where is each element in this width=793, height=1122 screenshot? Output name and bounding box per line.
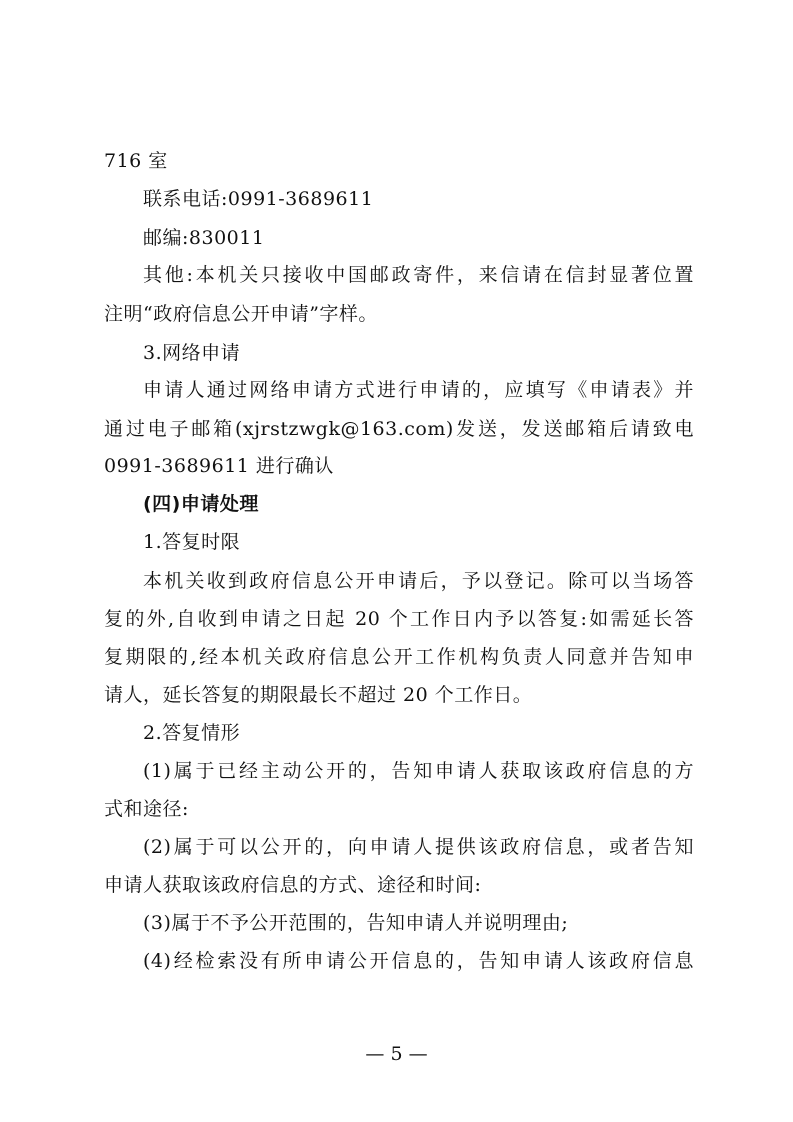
- text-line: 式和途径:: [104, 798, 189, 820]
- text-line: (3)属于不予公开范围的，告知申请人并说明理由;: [143, 912, 569, 934]
- text-line: 申请人获取该政府信息的方式、途径和时间:: [104, 874, 482, 896]
- text-line: 其他:本机关只接收中国邮政寄件，来信请在信封显著位置: [143, 264, 694, 286]
- section-subheading: 3.网络申请: [143, 342, 241, 364]
- text-line: 注明“政府信息公开申请”字样。: [104, 303, 378, 325]
- text-line: (1)属于已经主动公开的，告知申请人获取该政府信息的方: [143, 760, 694, 782]
- text-line: 716 室: [104, 150, 168, 172]
- text-line: (4)经检索没有所申请公开信息的，告知申请人该政府信息: [143, 950, 694, 972]
- text-line: (2)属于可以公开的，向申请人提供该政府信息，或者告知: [143, 836, 694, 858]
- postal-code: 邮编:830011: [143, 227, 265, 249]
- section-heading: (四)申请处理: [143, 493, 259, 515]
- text-line: 复期限的,经本机关政府信息公开工作机构负责人同意并告知申: [104, 646, 694, 668]
- text-line: 复的外,自收到申请之日起 20 个工作日内予以答复:如需延长答: [104, 608, 694, 630]
- section-subheading: 2.答复情形: [143, 722, 241, 744]
- page-number: — 5 —: [365, 1043, 428, 1065]
- text-line: 0991-3689611 进行确认: [104, 455, 334, 477]
- contact-phone: 联系电话:0991-3689611: [143, 188, 374, 210]
- section-subheading: 1.答复时限: [143, 531, 241, 553]
- text-line: 本机关收到政府信息公开申请后，予以登记。除可以当场答: [143, 570, 694, 592]
- text-line: 请人，延长答复的期限最长不超过 20 个工作日。: [104, 684, 533, 706]
- text-line: 通过电子邮箱(xjrstzwgk@163.com)发送，发送邮箱后请致电: [104, 418, 694, 440]
- text-line: 申请人通过网络申请方式进行申请的，应填写《申请表》并: [143, 379, 694, 401]
